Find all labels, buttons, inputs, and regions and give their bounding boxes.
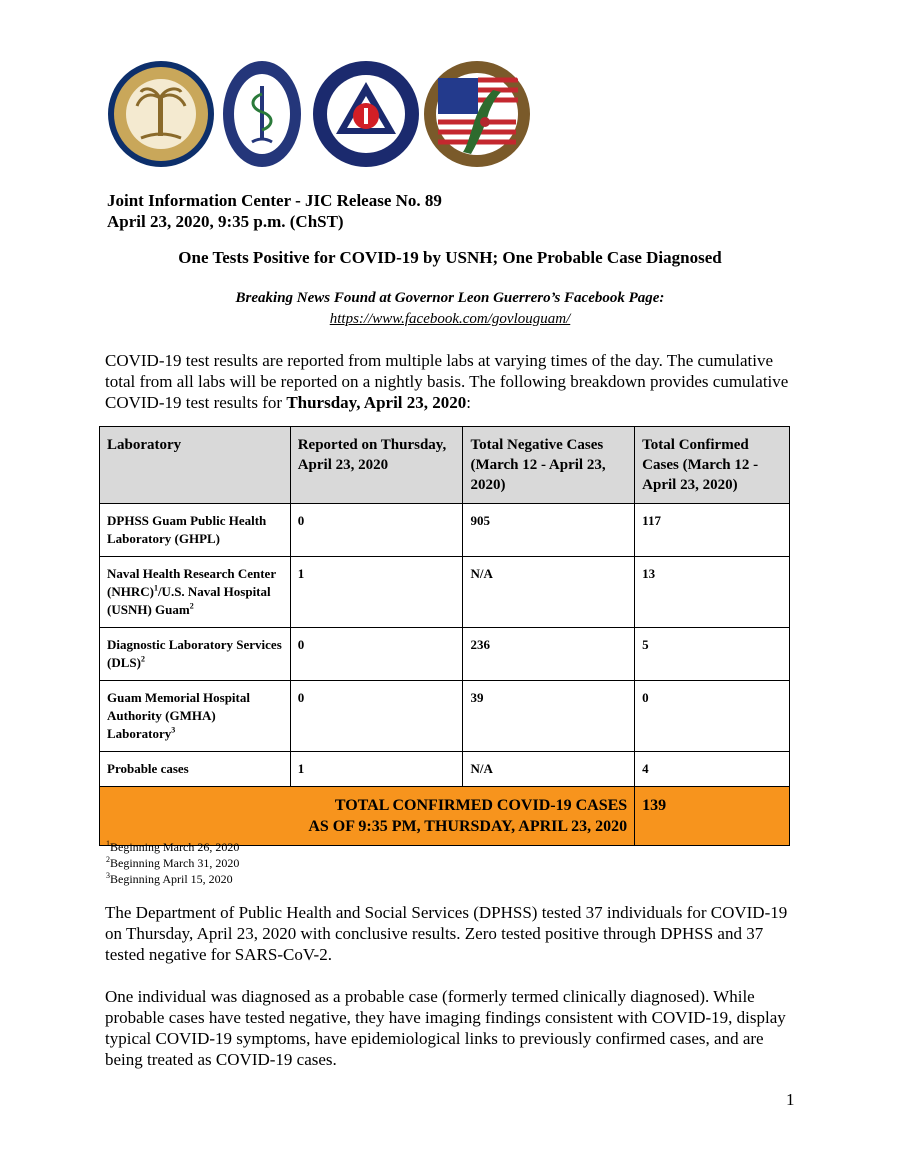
dphss-logo: [222, 60, 302, 168]
dphss-paragraph: The Department of Public Health and Social Services (DPHSS) tested 37 individuals for COVID-19 on Thursday, April 23, 2020 with conclusive results. Zero tested positive through DPHSS and 37 tested negative for SARS-CoV-2.: [105, 903, 788, 964]
reported-value: 0: [290, 504, 463, 557]
logo-row: [107, 60, 537, 168]
civil-defense-logo: [312, 60, 420, 168]
table-row: [100, 752, 790, 787]
column-header: Total Confirmed Cases (March 12 - April 23, 2020): [635, 427, 790, 504]
table-row: [100, 504, 790, 557]
reported-value: 0: [290, 628, 463, 681]
lab-name: Naval Health Research Center (NHRC)$^1$/U.S. Naval Hospital (USNH) Guam$^2$: [100, 557, 291, 628]
page-number: 1: [786, 1090, 795, 1109]
confirmed-value: 0: [635, 681, 790, 752]
facebook-link[interactable]: https://www.facebook.com/govlouguam/: [329, 311, 571, 327]
negative-value: N/A: [463, 752, 635, 787]
lab-name: Guam Memorial Hospital Authority (GMHA) Laboratory$^3$: [100, 681, 291, 752]
page-title: One Tests Positive for COVID-19 by USNH; One Probable Case Diagnosed: [178, 248, 722, 267]
intro-paragraph: COVID-19 test results are reported from multiple labs at varying times of the day. The cumulative total from all labs will be reported on a nightly basis. The following breakdown provides cumulative COVID-19 test results for Thursday, April 23, 2020:: [105, 351, 789, 412]
column-header: Total Negative Cases (March 12 - April 23, 2020): [463, 427, 635, 504]
reported-value: 1: [290, 752, 463, 787]
reported-value: 1: [290, 557, 463, 628]
table-row: [100, 628, 790, 681]
footnote: $^2$Beginning March 31, 2020: [106, 855, 240, 870]
confirmed-value: 4: [635, 752, 790, 787]
lab-name: DPHSS Guam Public Health Laboratory (GHPL): [100, 504, 291, 557]
lab-name: Probable cases: [100, 752, 291, 787]
total-label: TOTAL CONFIRMED COVID-19 CASES AS OF 9:35 PM, THURSDAY, APRIL 23, 2020: [100, 787, 635, 846]
footnote: $^3$Beginning April 15, 2020: [106, 871, 233, 886]
table-row: [100, 681, 790, 752]
confirmed-value: 5: [635, 628, 790, 681]
lab-name: Diagnostic Laboratory Services (DLS)$^2$: [100, 628, 291, 681]
reported-value: 0: [290, 681, 463, 752]
confirmed-value: 13: [635, 557, 790, 628]
governor-seal-logo: [107, 60, 215, 168]
column-header: Laboratory: [100, 427, 291, 504]
results-table: [99, 426, 790, 846]
column-header: Reported on Thursday, April 23, 2020: [290, 427, 463, 504]
table-row: [100, 557, 790, 628]
release-number: Joint Information Center - JIC Release No. 89: [107, 191, 442, 210]
total-value: 139: [635, 787, 790, 846]
footnote: $^1$Beginning March 26, 2020: [106, 839, 240, 854]
negative-value: 39: [463, 681, 635, 752]
intro-date: Thursday, April 23, 2020: [286, 393, 467, 412]
negative-value: 905: [463, 504, 635, 557]
breaking-news-note: Breaking News Found at Governor Leon Guerrero’s Facebook Page:: [235, 290, 665, 306]
probable-paragraph: One individual was diagnosed as a probable case (formerly termed clinically diagnosed). While probable cases have tested negative, they have imaging findings consistent with COVID-19, display typical COVID-19 symptoms, have epidemiological links to previously confirmed cases, and are being treated as COVID-19 cases.: [105, 987, 786, 1069]
confirmed-value: 117: [635, 504, 790, 557]
table-header-row: [100, 427, 790, 504]
total-row: [100, 787, 790, 846]
joint-region-marianas-logo: [423, 60, 531, 168]
negative-value: 236: [463, 628, 635, 681]
negative-value: N/A: [463, 557, 635, 628]
release-date: April 23, 2020, 9:35 p.m. (ChST): [107, 212, 344, 231]
